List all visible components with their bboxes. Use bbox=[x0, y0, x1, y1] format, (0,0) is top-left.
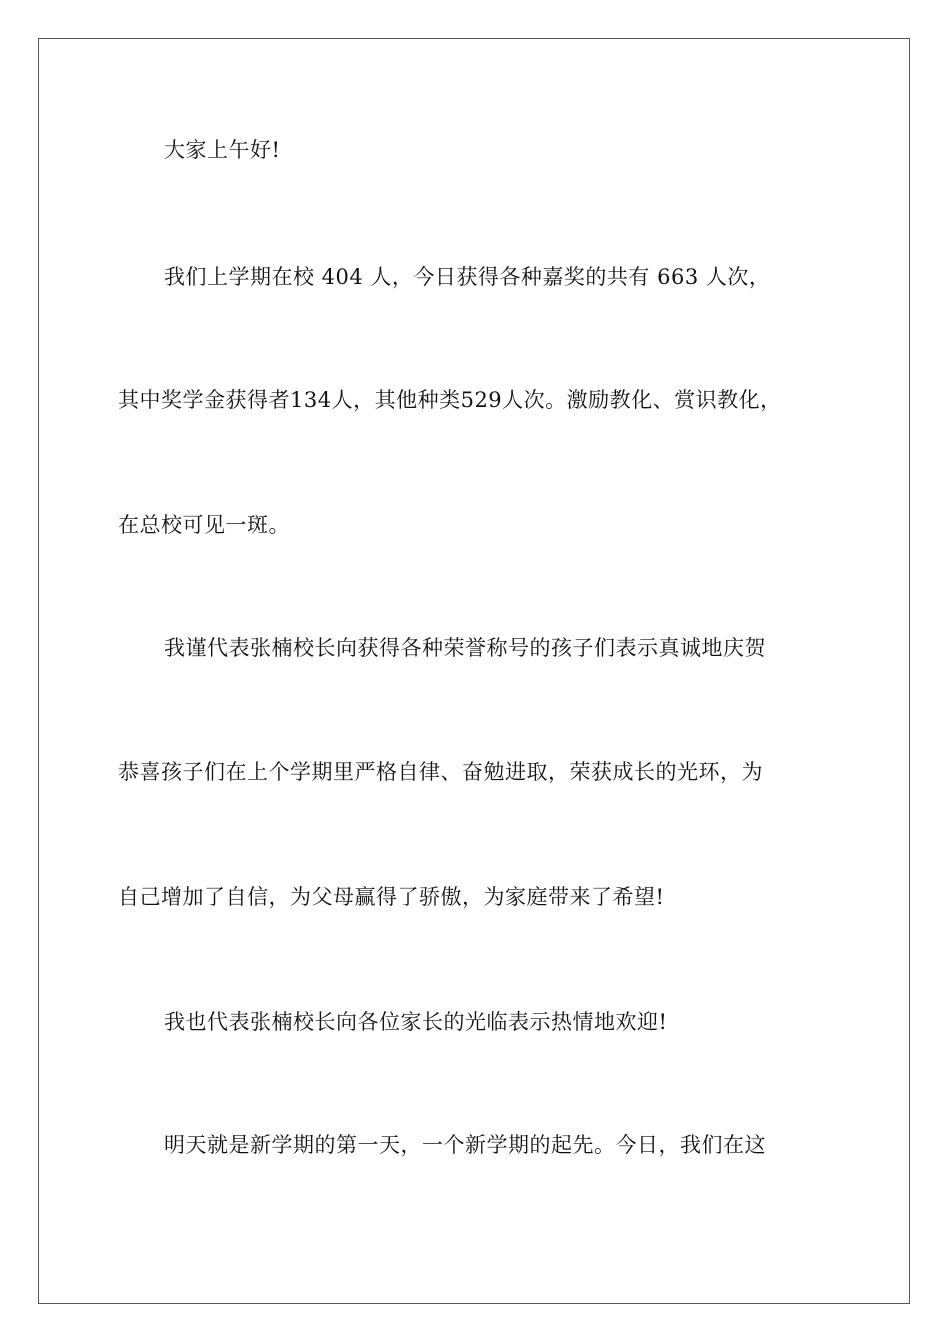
paragraph-line: 明天就是新学期的第一天，一个新学期的起先。今日，我们在这 bbox=[164, 1133, 766, 1157]
paragraph-line: 我们上学期在校 404 人，今日获得各种嘉奖的共有 663 人次， bbox=[164, 265, 771, 289]
paragraph-line: 我谨代表张楠校长向获得各种荣誉称号的孩子们表示真诚地庆贺 bbox=[164, 636, 766, 660]
paragraph-line: 我也代表张楠校长向各位家长的光临表示热情地欢迎! bbox=[164, 1010, 668, 1034]
page-border bbox=[38, 38, 910, 1304]
paragraph-line: 恭喜孩子们在上个学期里严格自律、奋勉进取，荣获成长的光环，为 bbox=[118, 760, 763, 784]
paragraph-line: 自己增加了自信，为父母赢得了骄傲，为家庭带来了希望! bbox=[118, 885, 665, 909]
paragraph-line: 在总校可见一斑。 bbox=[118, 513, 290, 537]
greeting-line: 大家上午好! bbox=[164, 138, 281, 162]
paragraph-line: 其中奖学金获得者134人，其他种类529人次。激励教化、赏识教化， bbox=[118, 388, 782, 412]
